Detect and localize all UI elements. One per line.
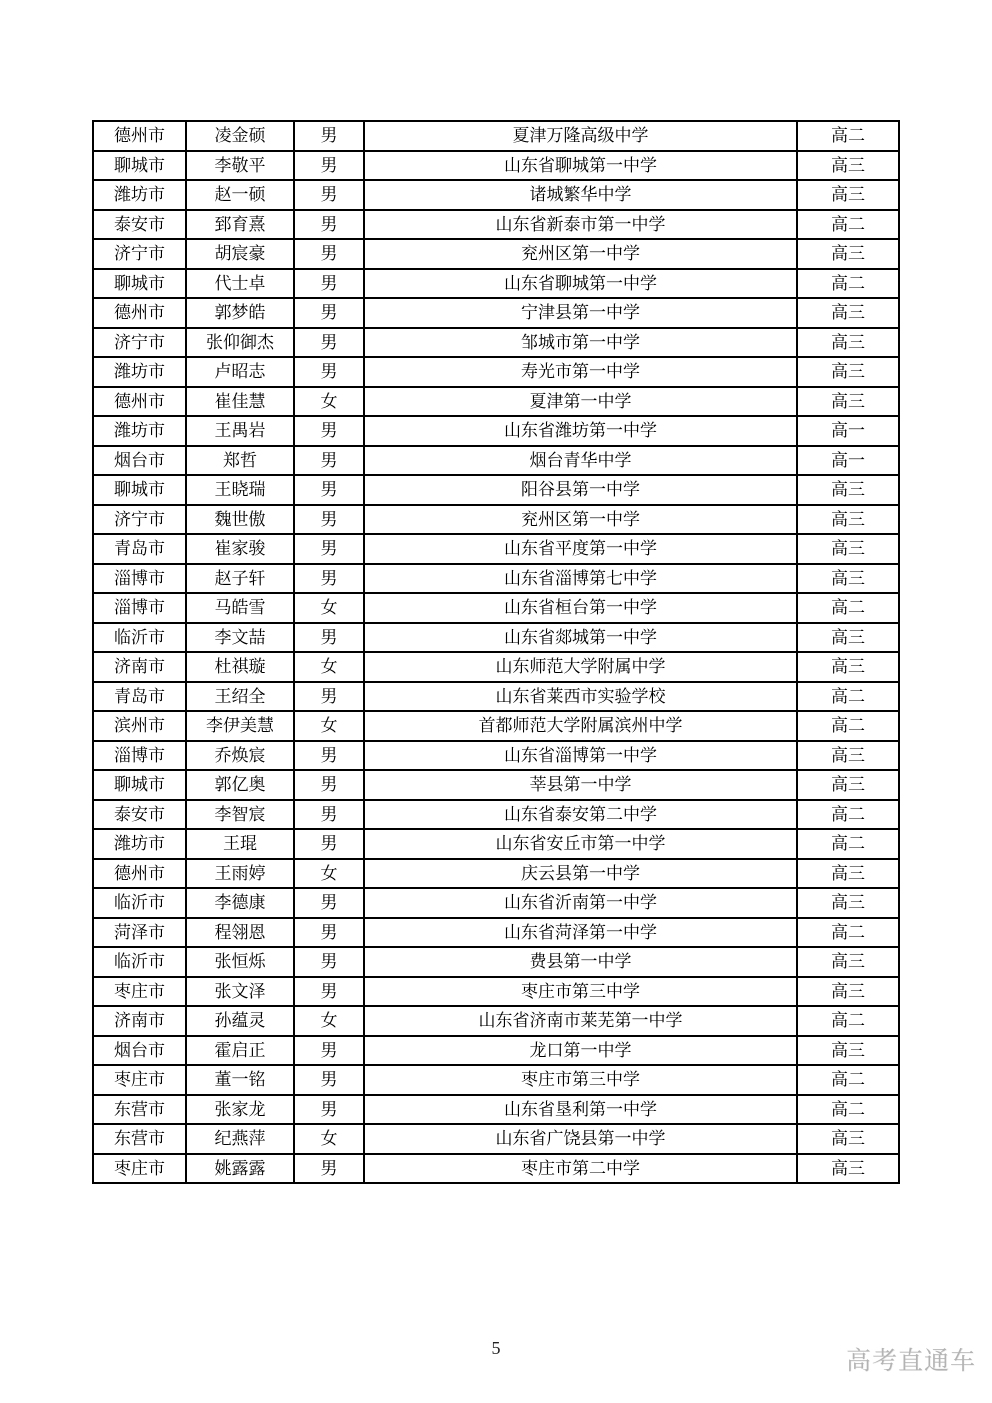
cell-school: 山东省郯城第一中学 — [364, 623, 797, 653]
cell-school: 山东省沂南第一中学 — [364, 888, 797, 918]
table-row — [93, 416, 899, 446]
cell-name: 张文泽 — [186, 977, 294, 1007]
cell-gender: 男 — [294, 298, 364, 328]
cell-grade: 高二 — [797, 829, 899, 859]
cell-name: 崔佳慧 — [186, 387, 294, 417]
table-body — [93, 121, 899, 1183]
cell-school: 山东省安丘市第一中学 — [364, 829, 797, 859]
cell-name: 赵子轩 — [186, 564, 294, 594]
table-row — [93, 1065, 899, 1095]
cell-gender: 男 — [294, 180, 364, 210]
cell-grade: 高三 — [797, 475, 899, 505]
cell-name: 凌金硕 — [186, 121, 294, 151]
cell-city: 枣庄市 — [93, 977, 186, 1007]
cell-grade: 高三 — [797, 298, 899, 328]
cell-gender: 男 — [294, 210, 364, 240]
cell-school: 兖州区第一中学 — [364, 505, 797, 535]
cell-city: 聊城市 — [93, 475, 186, 505]
cell-school: 山东省平度第一中学 — [364, 534, 797, 564]
cell-city: 泰安市 — [93, 210, 186, 240]
cell-gender: 男 — [294, 741, 364, 771]
cell-gender: 女 — [294, 1006, 364, 1036]
cell-city: 临沂市 — [93, 947, 186, 977]
table-row — [93, 652, 899, 682]
table-row — [93, 711, 899, 741]
cell-gender: 女 — [294, 652, 364, 682]
cell-grade: 高二 — [797, 711, 899, 741]
cell-name: 崔家骏 — [186, 534, 294, 564]
table-row — [93, 121, 899, 151]
table-row — [93, 564, 899, 594]
cell-grade: 高二 — [797, 1006, 899, 1036]
table-row — [93, 977, 899, 1007]
cell-grade: 高二 — [797, 593, 899, 623]
cell-school: 枣庄市第二中学 — [364, 1154, 797, 1184]
cell-city: 淄博市 — [93, 741, 186, 771]
table-row — [93, 741, 899, 771]
cell-city: 滨州市 — [93, 711, 186, 741]
cell-grade: 高三 — [797, 977, 899, 1007]
cell-gender: 男 — [294, 977, 364, 1007]
cell-city: 德州市 — [93, 121, 186, 151]
cell-city: 烟台市 — [93, 446, 186, 476]
cell-grade: 高三 — [797, 859, 899, 889]
table-row — [93, 239, 899, 269]
cell-grade: 高二 — [797, 269, 899, 299]
table-row — [93, 623, 899, 653]
cell-grade: 高三 — [797, 564, 899, 594]
cell-name: 张家龙 — [186, 1095, 294, 1125]
cell-name: 张恒烁 — [186, 947, 294, 977]
cell-school: 夏津万隆高级中学 — [364, 121, 797, 151]
cell-gender: 男 — [294, 918, 364, 948]
cell-gender: 男 — [294, 475, 364, 505]
table-row — [93, 210, 899, 240]
cell-city: 潍坊市 — [93, 829, 186, 859]
cell-name: 胡宸豪 — [186, 239, 294, 269]
cell-gender: 男 — [294, 947, 364, 977]
cell-school: 山东省新泰市第一中学 — [364, 210, 797, 240]
cell-gender: 女 — [294, 593, 364, 623]
cell-gender: 女 — [294, 859, 364, 889]
cell-gender: 男 — [294, 800, 364, 830]
cell-city: 东营市 — [93, 1095, 186, 1125]
cell-grade: 高一 — [797, 416, 899, 446]
table-row — [93, 151, 899, 181]
table-row — [93, 298, 899, 328]
cell-school: 烟台青华中学 — [364, 446, 797, 476]
cell-gender: 男 — [294, 416, 364, 446]
cell-school: 诸城繁华中学 — [364, 180, 797, 210]
table-row — [93, 1154, 899, 1184]
cell-school: 宁津县第一中学 — [364, 298, 797, 328]
cell-grade: 高三 — [797, 328, 899, 358]
table-row — [93, 1124, 899, 1154]
table-row — [93, 328, 899, 358]
cell-grade: 高二 — [797, 800, 899, 830]
cell-gender: 男 — [294, 269, 364, 299]
cell-school: 莘县第一中学 — [364, 770, 797, 800]
cell-school: 庆云县第一中学 — [364, 859, 797, 889]
cell-grade: 高三 — [797, 357, 899, 387]
cell-city: 淄博市 — [93, 564, 186, 594]
cell-name: 张仰御杰 — [186, 328, 294, 358]
cell-city: 德州市 — [93, 298, 186, 328]
cell-city: 青岛市 — [93, 534, 186, 564]
cell-gender: 男 — [294, 564, 364, 594]
table-row — [93, 918, 899, 948]
cell-city: 枣庄市 — [93, 1065, 186, 1095]
cell-school: 山东省桓台第一中学 — [364, 593, 797, 623]
table-row — [93, 682, 899, 712]
cell-city: 青岛市 — [93, 682, 186, 712]
table-row — [93, 829, 899, 859]
cell-grade: 高三 — [797, 623, 899, 653]
cell-city: 济宁市 — [93, 505, 186, 535]
cell-city: 临沂市 — [93, 888, 186, 918]
cell-grade: 高二 — [797, 1065, 899, 1095]
cell-grade: 高一 — [797, 446, 899, 476]
cell-gender: 女 — [294, 387, 364, 417]
watermark-logo-text: 高考直通车 — [845, 1347, 976, 1375]
cell-city: 烟台市 — [93, 1036, 186, 1066]
cell-school: 龙口第一中学 — [364, 1036, 797, 1066]
table-row — [93, 357, 899, 387]
table-row — [93, 947, 899, 977]
cell-gender: 男 — [294, 1065, 364, 1095]
cell-grade: 高三 — [797, 151, 899, 181]
cell-name: 赵一硕 — [186, 180, 294, 210]
cell-name: 代士卓 — [186, 269, 294, 299]
cell-grade: 高二 — [797, 918, 899, 948]
cell-school: 首都师范大学附属滨州中学 — [364, 711, 797, 741]
cell-gender: 男 — [294, 151, 364, 181]
cell-name: 李德康 — [186, 888, 294, 918]
cell-city: 济南市 — [93, 1006, 186, 1036]
cell-city: 菏泽市 — [93, 918, 186, 948]
cell-name: 郅育熹 — [186, 210, 294, 240]
cell-city: 德州市 — [93, 859, 186, 889]
cell-grade: 高二 — [797, 210, 899, 240]
cell-gender: 女 — [294, 1124, 364, 1154]
cell-name: 李敬平 — [186, 151, 294, 181]
students-table — [92, 120, 900, 1184]
table-row — [93, 534, 899, 564]
table-row — [93, 770, 899, 800]
cell-gender: 男 — [294, 829, 364, 859]
cell-name: 董一铭 — [186, 1065, 294, 1095]
cell-school: 山东师范大学附属中学 — [364, 652, 797, 682]
table-row — [93, 888, 899, 918]
cell-gender: 男 — [294, 1154, 364, 1184]
cell-grade: 高三 — [797, 387, 899, 417]
cell-name: 李伊美慧 — [186, 711, 294, 741]
table-row — [93, 269, 899, 299]
cell-grade: 高三 — [797, 652, 899, 682]
cell-name: 王雨婷 — [186, 859, 294, 889]
cell-gender: 男 — [294, 239, 364, 269]
cell-name: 霍启正 — [186, 1036, 294, 1066]
cell-city: 聊城市 — [93, 151, 186, 181]
cell-school: 山东省广饶县第一中学 — [364, 1124, 797, 1154]
cell-grade: 高三 — [797, 1124, 899, 1154]
cell-school: 山东省淄博第七中学 — [364, 564, 797, 594]
cell-city: 淄博市 — [93, 593, 186, 623]
cell-school: 山东省潍坊第一中学 — [364, 416, 797, 446]
table-row — [93, 387, 899, 417]
cell-grade: 高三 — [797, 1036, 899, 1066]
cell-grade: 高二 — [797, 1095, 899, 1125]
cell-name: 郭亿奥 — [186, 770, 294, 800]
cell-city: 潍坊市 — [93, 416, 186, 446]
cell-city: 聊城市 — [93, 269, 186, 299]
cell-name: 孙蕴灵 — [186, 1006, 294, 1036]
cell-school: 山东省济南市莱芜第一中学 — [364, 1006, 797, 1036]
cell-school: 兖州区第一中学 — [364, 239, 797, 269]
cell-grade: 高三 — [797, 239, 899, 269]
cell-school: 山东省菏泽第一中学 — [364, 918, 797, 948]
cell-school: 夏津第一中学 — [364, 387, 797, 417]
cell-name: 杜祺璇 — [186, 652, 294, 682]
cell-name: 王禺岩 — [186, 416, 294, 446]
table-row — [93, 1036, 899, 1066]
cell-school: 山东省莱西市实验学校 — [364, 682, 797, 712]
cell-grade: 高三 — [797, 888, 899, 918]
cell-gender: 男 — [294, 888, 364, 918]
cell-name: 马皓雪 — [186, 593, 294, 623]
table-row — [93, 1006, 899, 1036]
page-number: 5 — [491, 1338, 501, 1358]
cell-gender: 男 — [294, 505, 364, 535]
table-row — [93, 859, 899, 889]
cell-city: 济宁市 — [93, 328, 186, 358]
cell-grade: 高二 — [797, 682, 899, 712]
cell-school: 山东省泰安第二中学 — [364, 800, 797, 830]
cell-school: 山东省聊城第一中学 — [364, 151, 797, 181]
cell-name: 纪燕萍 — [186, 1124, 294, 1154]
cell-name: 王绍全 — [186, 682, 294, 712]
cell-grade: 高三 — [797, 534, 899, 564]
cell-name: 李智宸 — [186, 800, 294, 830]
cell-city: 聊城市 — [93, 770, 186, 800]
cell-gender: 女 — [294, 711, 364, 741]
cell-name: 姚露露 — [186, 1154, 294, 1184]
cell-name: 程翎恩 — [186, 918, 294, 948]
cell-gender: 男 — [294, 682, 364, 712]
table-row — [93, 800, 899, 830]
cell-grade: 高三 — [797, 947, 899, 977]
cell-school: 费县第一中学 — [364, 947, 797, 977]
cell-school: 山东省淄博第一中学 — [364, 741, 797, 771]
cell-gender: 男 — [294, 770, 364, 800]
cell-gender: 男 — [294, 357, 364, 387]
cell-name: 郑哲 — [186, 446, 294, 476]
cell-name: 王琨 — [186, 829, 294, 859]
cell-city: 泰安市 — [93, 800, 186, 830]
cell-city: 临沂市 — [93, 623, 186, 653]
cell-school: 山东省聊城第一中学 — [364, 269, 797, 299]
cell-school: 阳谷县第一中学 — [364, 475, 797, 505]
cell-gender: 男 — [294, 328, 364, 358]
cell-city: 潍坊市 — [93, 357, 186, 387]
cell-city: 东营市 — [93, 1124, 186, 1154]
cell-gender: 男 — [294, 446, 364, 476]
cell-gender: 男 — [294, 1036, 364, 1066]
cell-gender: 男 — [294, 121, 364, 151]
cell-name: 王晓瑞 — [186, 475, 294, 505]
cell-grade: 高二 — [797, 121, 899, 151]
cell-gender: 男 — [294, 623, 364, 653]
cell-grade: 高三 — [797, 180, 899, 210]
cell-school: 枣庄市第三中学 — [364, 1065, 797, 1095]
cell-grade: 高三 — [797, 741, 899, 771]
table-row — [93, 1095, 899, 1125]
cell-school: 寿光市第一中学 — [364, 357, 797, 387]
cell-gender: 男 — [294, 1095, 364, 1125]
cell-name: 郭梦皓 — [186, 298, 294, 328]
table-row — [93, 446, 899, 476]
cell-city: 潍坊市 — [93, 180, 186, 210]
cell-gender: 男 — [294, 534, 364, 564]
table-row — [93, 180, 899, 210]
cell-school: 枣庄市第三中学 — [364, 977, 797, 1007]
cell-name: 卢昭志 — [186, 357, 294, 387]
cell-grade: 高三 — [797, 1154, 899, 1184]
cell-city: 济南市 — [93, 652, 186, 682]
cell-city: 济宁市 — [93, 239, 186, 269]
cell-city: 德州市 — [93, 387, 186, 417]
cell-city: 枣庄市 — [93, 1154, 186, 1184]
cell-name: 乔焕宸 — [186, 741, 294, 771]
cell-school: 邹城市第一中学 — [364, 328, 797, 358]
cell-school: 山东省垦利第一中学 — [364, 1095, 797, 1125]
cell-grade: 高三 — [797, 505, 899, 535]
cell-name: 李文喆 — [186, 623, 294, 653]
cell-name: 魏世傲 — [186, 505, 294, 535]
table-row — [93, 475, 899, 505]
table-row — [93, 593, 899, 623]
cell-grade: 高三 — [797, 770, 899, 800]
table-row — [93, 505, 899, 535]
